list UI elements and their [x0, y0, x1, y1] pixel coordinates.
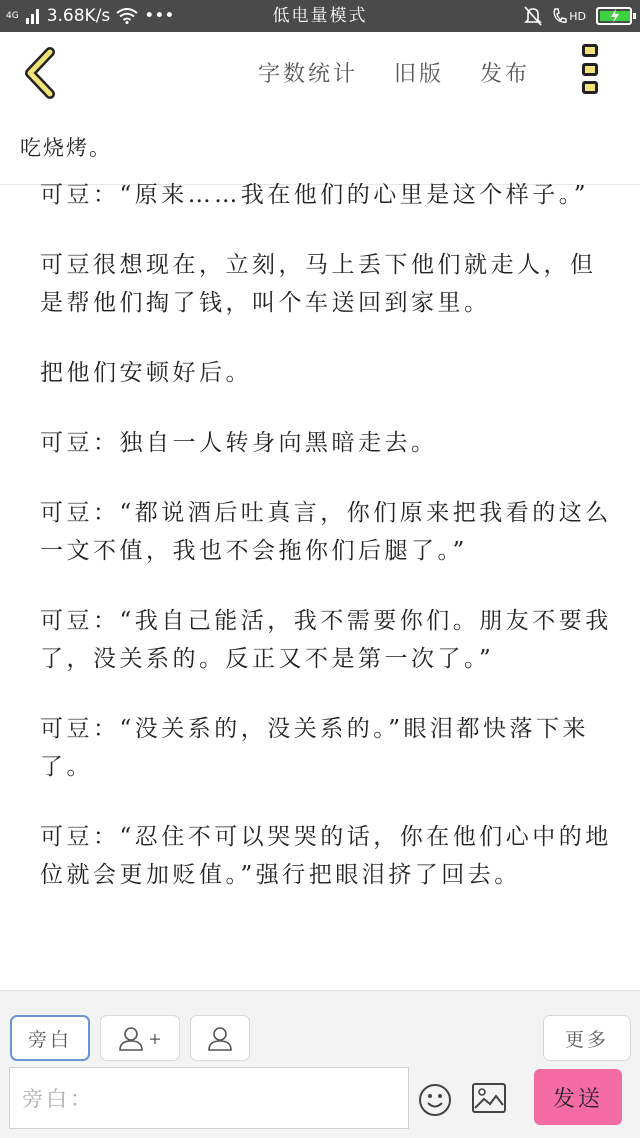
smiley-icon — [418, 1083, 452, 1117]
compose-panel — [0, 990, 640, 1138]
story-paragraph[interactable]: 可豆：“忍住不可以哭哭的话，你在他们心中的地位就会更加贬值。”强行把眼泪挤了回去。 — [40, 824, 612, 888]
role-avatar-button[interactable] — [190, 1015, 250, 1061]
phone-icon — [552, 7, 568, 25]
plus-icon: + — [148, 1028, 162, 1048]
status-right — [524, 0, 632, 32]
hd-label: HD — [569, 9, 586, 23]
image-button[interactable] — [472, 1083, 506, 1113]
nav-links — [258, 52, 530, 92]
story-paragraph[interactable]: 把他们安顿好后。 — [40, 360, 252, 386]
chevron-left-icon — [20, 46, 64, 100]
send-button[interactable] — [534, 1069, 622, 1125]
wifi-icon — [116, 8, 138, 24]
more-button-label: 更多 — [564, 1028, 609, 1051]
publish-button[interactable]: 发布 — [479, 61, 530, 87]
menu-button[interactable] — [582, 44, 600, 94]
more-status-icon: ••• — [144, 6, 175, 26]
battery-icon — [596, 7, 632, 25]
emoji-button[interactable] — [418, 1083, 452, 1117]
status-left — [6, 0, 174, 32]
image-icon — [472, 1083, 506, 1113]
network-speed: 3.68K/s — [46, 6, 111, 26]
menu-dot-icon — [582, 63, 598, 76]
user-icon — [207, 1025, 233, 1051]
send-button-label: 发送 — [552, 1086, 603, 1112]
story-paragraph[interactable]: 可豆：“我自己能活，我不需要你们。朋友不要我了，没关系的。反正又不是第一次了。” — [40, 608, 612, 672]
input-placeholder: 旁白： — [22, 1087, 94, 1111]
story-content[interactable] — [40, 176, 615, 926]
story-paragraph[interactable]: 可豆：“原来……我在他们的心里是这个样子。” — [40, 182, 590, 208]
add-role-button[interactable] — [100, 1015, 180, 1061]
narrator-tab-label: 旁白 — [27, 1028, 72, 1051]
top-nav — [0, 32, 640, 114]
chapter-title[interactable]: 吃烧烤。 — [20, 136, 112, 160]
story-paragraph[interactable]: 可豆很想现在，立刻，马上丢下他们就走人，但是帮他们掏了钱，叫个车送回到家里。 — [40, 252, 597, 316]
user-icon — [118, 1025, 144, 1051]
power-mode-label: 低电量模式 — [272, 6, 368, 26]
hd-call-icon — [552, 7, 586, 25]
menu-dot-icon — [582, 81, 598, 94]
more-button[interactable] — [543, 1015, 631, 1061]
old-version-button[interactable]: 旧版 — [393, 61, 444, 87]
menu-dot-icon — [582, 44, 598, 57]
story-paragraph[interactable]: 可豆：“没关系的，没关系的。”眼泪都快落下来了。 — [40, 716, 590, 780]
mute-bell-icon — [524, 6, 542, 26]
signal-icon — [25, 8, 41, 24]
message-input[interactable] — [9, 1067, 409, 1129]
status-bar — [0, 0, 640, 32]
back-button[interactable] — [20, 46, 64, 100]
word-count-button[interactable]: 字数统计 — [257, 61, 358, 87]
story-paragraph[interactable]: 可豆：独自一人转身向黑暗走去。 — [40, 430, 438, 456]
story-paragraph[interactable]: 可豆：“都说酒后吐真言，你们原来把我看的这么一文不值，我也不会拖你们后腿了。” — [40, 500, 612, 564]
narrator-tab[interactable] — [10, 1015, 90, 1061]
network-type-label: 4G — [6, 10, 19, 21]
charging-bolt-icon — [609, 9, 621, 23]
